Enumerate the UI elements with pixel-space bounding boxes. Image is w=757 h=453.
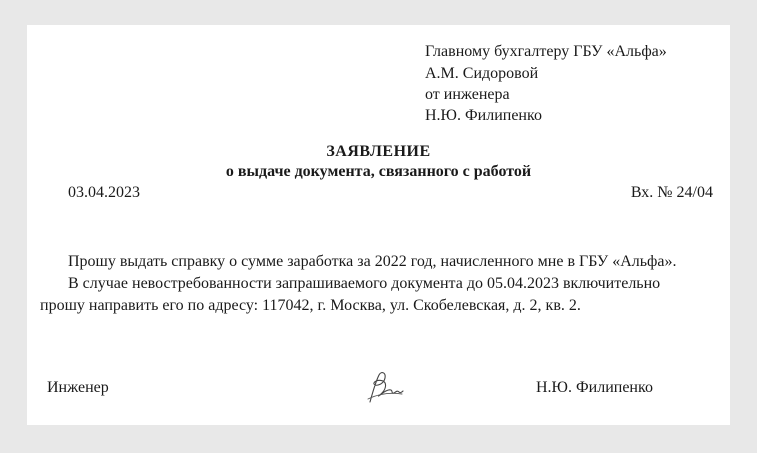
handwritten-signature [364, 369, 406, 407]
signer-name: Н.Ю. Филипенко [536, 379, 653, 396]
addressee-line-4: Н.Ю. Филипенко [425, 107, 542, 124]
addressee-line-3: от инженера [425, 86, 510, 103]
document-subtitle: о выдаче документа, связанного с работой [225, 163, 532, 180]
body-line-3: прошу направить его по адресу: 117042, г. Москва, ул. Скобелевская, д. 2, кв. 2. [40, 297, 581, 314]
document-sheet [27, 25, 730, 425]
body-line-2: В случае невостребованности запрашиваемого документа до 05.04.2023 включительно [68, 275, 661, 292]
body-line-1: Прошу выдать справку о сумме заработка за 2022 год, начисленного мне в ГБУ «Альфа». [68, 253, 677, 270]
signer-position: Инженер [47, 379, 109, 396]
document-date: 03.04.2023 [68, 184, 140, 201]
document-title: ЗАЯВЛЕНИЕ [326, 143, 431, 160]
addressee-line-1: Главному бухгалтеру ГБУ «Альфа» [425, 43, 667, 60]
registration-number: Вх. № 24/04 [630, 184, 713, 201]
addressee-line-2: А.М. Сидоровой [425, 65, 539, 82]
